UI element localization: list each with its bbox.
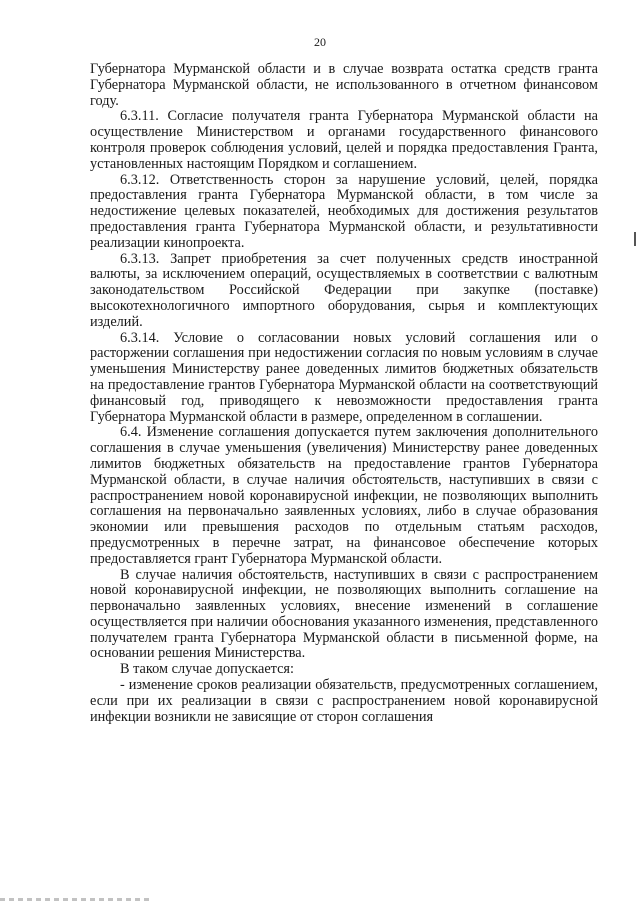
paragraph-list-item: - изменение сроков реализации обязательств, предусмотренных соглашением, если при их реализации в связи с распространением новой коронавирусной инфекции возникли не зависящие от сторон соглашения [90, 677, 598, 725]
paragraph-6-3-14: 6.3.14. Условие о согласовании новых условий соглашения или о расторжении соглашения при недостижении согласия по новым условиям в случае уменьшения Министерству ранее доведенных лимитов бюджетных обязательств на предоставление грантов Губернатора Мурманской области на соответствующий финансовый год, приводящего к невозможности предоставления гранта Губернатора Мурманской области в размере, определенном в соглашении. [90, 329, 598, 425]
paragraph-continuation: Губернатора Мурманской области и в случае возврата остатка средств гранта Губернатора Мурманской области, не использованного в отчетном финансовом году. [90, 61, 598, 109]
scan-footer-artifact [0, 898, 150, 901]
paragraph-6-3-13: 6.3.13. Запрет приобретения за счет полученных средств иностранной валюты, за исключением операций, осуществляемых в соответствии с валютным законодательством Российской Федерации при закупке (поставке) высокотехнологичного импортного оборудования, сырья и комплектующих изделий. [90, 250, 598, 330]
paragraph-allowed-intro: В таком случае допускается: [120, 661, 294, 678]
document-body [90, 62, 598, 725]
paragraph-6-3-12: 6.3.12. Ответственность сторон за нарушение условий, целей, порядка предоставления гранта Губернатора Мурманской области, в том числе за недостижение целевых показателей, необходимых для достижения результатов предоставления гранта Губернатора Мурманской области, и результативности реализации кинопроекта. [90, 171, 598, 251]
paragraph-6-3-11: 6.3.11. Согласие получателя гранта Губернатора Мурманской области на осуществление Министерством и органами государственного финансового контроля проверок соблюдения условий, целей и порядка предоставления Гранта, установленных настоящим Порядком и соглашением. [90, 108, 598, 172]
paragraph-covid-case: В случае наличия обстоятельств, наступивших в связи с распространением новой коронавирусной инфекции, не позволяющих выполнить соглашение на первоначально заявленных условиях, внесение изменений в соглашение осуществляется при наличии обоснования указанного изменения, представленного получателем гранта Губернатора Мурманской области в письменной форме, на основании решения Министерства. [90, 566, 598, 662]
page-number: 20 [314, 35, 326, 49]
scan-margin-mark [634, 232, 636, 246]
paragraph-6-4: 6.4. Изменение соглашения допускается путем заключения дополнительного соглашения в случае уменьшения (увеличения) Министерству ранее доведенных лимитов бюджетных обязательств на предоставление грантов Губернатора Мурманской области, в случае наличия обстоятельств, наступивших в связи с распространением новой коронавирусной инфекции, не позволяющих выполнить соглашения на первоначально заявленных условиях, либо в случае образования экономии или превышения расходов по отдельным статьям расходов, предусмотренных в перечне затрат, на финансовое обеспечение которых предоставляется грант Губернатора Мурманской области. [90, 424, 598, 567]
